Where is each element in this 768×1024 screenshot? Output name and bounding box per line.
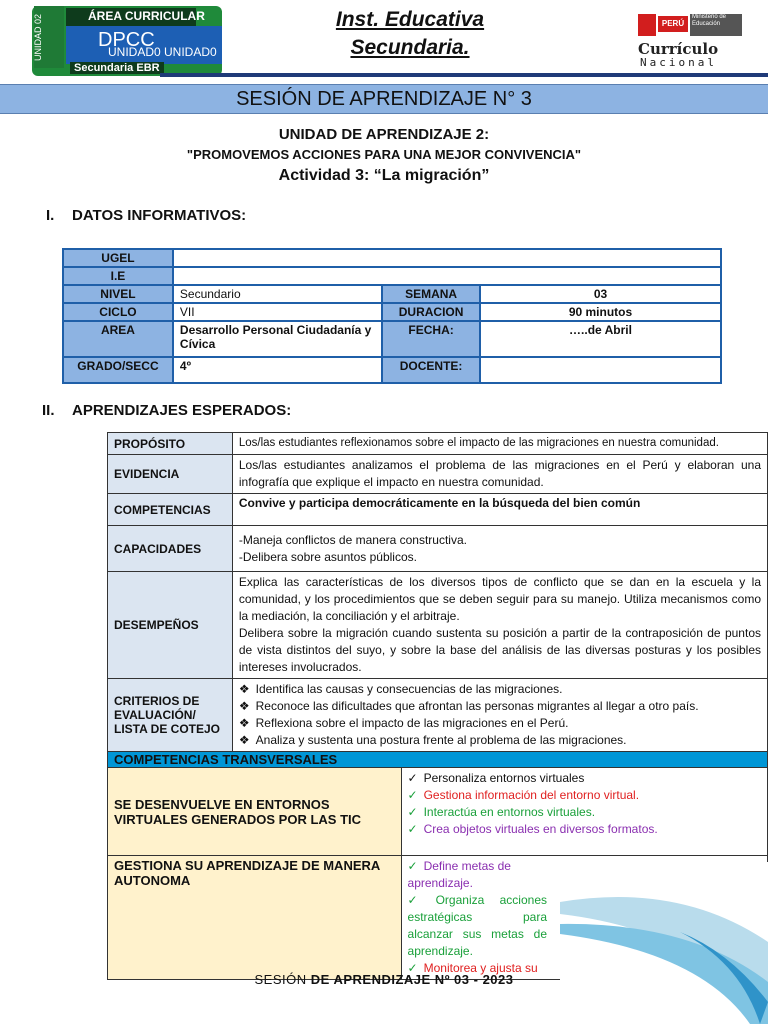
table-row [63, 357, 721, 383]
list-item [239, 715, 761, 732]
school-name [260, 6, 560, 62]
criterio-text: Analiza y sustenta una postura frente al problema de las migraciones. [255, 733, 627, 747]
evidencia-text: Los/las estudiantes analizamos el problema de las migraciones en el Perú y elaboran una infografía que explique el impacto en nuestra comunidad. [232, 455, 767, 494]
tic-item-text: Gestiona información del entorno virtual. [423, 788, 640, 802]
unit-title: UNIDAD DE APRENDIZAJE 2: [278, 126, 490, 143]
diamond-bullet-icon: ❖ [238, 682, 250, 696]
footer-bold: DE APRENDIZAJE Nº 03 - 2023 [310, 972, 514, 987]
capacidad-item: -Maneja conflictos de manera constructiva. [238, 532, 467, 547]
section1-title: DATOS INFORMATIVOS: [72, 207, 247, 224]
curriculo-logo-line2: Nacional [640, 56, 717, 69]
criterios-label: CRITERIOS DE EVALUACIÓN/ LISTA DE COTEJO [108, 679, 233, 752]
duracion-value: 90 minutos [480, 303, 721, 321]
ie-label: I.E [63, 267, 173, 285]
table-row [108, 768, 768, 856]
peru-label: PERÚ [658, 16, 688, 32]
table-row [63, 267, 721, 285]
list-item [408, 821, 761, 838]
semana-label: SEMANA [382, 285, 480, 303]
badge-unit-label: UNIDAD 02 [34, 6, 64, 68]
proposito-label: PROPÓSITO [108, 433, 233, 455]
table-row [108, 494, 768, 526]
area-badge [0, 0, 230, 80]
ugel-label: UGEL [63, 249, 173, 267]
criterio-text: Reconoce las dificultades que afrontan las personas migrantes al llegar a otro país. [255, 699, 699, 713]
criterios-cell [232, 679, 767, 752]
ugel-value [173, 249, 721, 267]
autonoma-item-text: Monitorea y ajusta su [423, 961, 538, 975]
table-row [63, 249, 721, 267]
evidencia-label: EVIDENCIA [108, 455, 233, 494]
semana-value: 03 [480, 285, 721, 303]
fecha-label: FECHA: [382, 321, 480, 357]
nivel-label: NIVEL [63, 285, 173, 303]
grado-value: 4º [173, 357, 382, 383]
section2-title: APRENDIZAJES ESPERADOS: [72, 402, 292, 419]
table-row [108, 526, 768, 572]
checkmark-icon: ✓ [407, 893, 430, 907]
autonoma-item-text: Define metas de aprendizaje. [407, 859, 511, 890]
criterio-text: Reflexiona sobre el impacto de las migraciones en el Perú. [255, 716, 569, 730]
desempenos-label: DESEMPEÑOS [108, 572, 233, 679]
checkmark-icon: ✓ [407, 822, 418, 836]
unit-subtitle: "PROMOVEMOS ACCIONES PARA UNA MEJOR CONVIVENCIA" [186, 147, 582, 162]
footer [0, 972, 768, 987]
diamond-bullet-icon: ❖ [238, 699, 250, 713]
checkmark-icon: ✓ [407, 771, 418, 785]
desempeno-paragraph: Delibera sobre la migración cuando sustenta su posición a partir de la contraposición de puntos de vista distintos del suyo, y sobre la base del análisis de las diversas posturas y los posibles intereses involucrados. [238, 626, 761, 674]
table-row [108, 572, 768, 679]
list-item [408, 892, 547, 960]
ie-value [173, 267, 721, 285]
table-row [108, 455, 768, 494]
list-item [239, 732, 761, 749]
minedu-logo [638, 14, 742, 38]
session-title: SESIÓN DE APRENDIZAJE N° 3 [0, 84, 768, 114]
peru-shield-icon [638, 14, 656, 36]
duracion-label: DURACION [382, 303, 480, 321]
checkmark-icon: ✓ [407, 961, 418, 975]
tic-item-text: Interactúa en entornos virtuales. [423, 805, 596, 819]
list-item [408, 804, 761, 821]
table-row [63, 321, 721, 357]
proposito-text: Los/las estudiantes reflexionamos sobre el impacto de las migraciones en nuestra comunidad. [232, 433, 767, 455]
area-label: AREA [63, 321, 173, 357]
list-item [239, 681, 761, 698]
desempeno-paragraph: Explica las características de los diversos tipos de conflicto que se dan en la escuela y la comunidad, y los procedimientos que se deben seguir para su manejo. Utiliza mecanismos como la mediación, la conciliación y el arbitraje. [238, 575, 761, 623]
footer-prefix: SESIÓN [254, 972, 307, 987]
section2-number: II. [42, 402, 55, 419]
decorative-corner-graphic [560, 862, 768, 1024]
tic-item-text: Personaliza entornos virtuales [423, 771, 585, 785]
section1-number: I. [46, 207, 55, 224]
school-name-line2: Secundaria. [350, 36, 470, 59]
checkmark-icon: ✓ [407, 805, 418, 819]
transversales-band: COMPETENCIAS TRANSVERSALES [108, 752, 768, 768]
ministry-label: Ministerio de Educación [690, 14, 742, 36]
capacidad-item: -Delibera sobre asuntos públicos. [238, 549, 417, 564]
badge-unidad-label: UNIDAD0 UNIDAD0 [108, 45, 217, 59]
ciclo-label: CICLO [63, 303, 173, 321]
diamond-bullet-icon: ❖ [238, 716, 250, 730]
table-row [63, 303, 721, 321]
fecha-value: …..de Abril [480, 321, 721, 357]
criterio-text: Identifica las causas y consecuencias de las migraciones. [255, 682, 563, 696]
diamond-bullet-icon: ❖ [238, 733, 250, 747]
header-divider [160, 73, 768, 77]
autonoma-label: GESTIONA SU APRENDIZAJE DE MANERA AUTONOMA [108, 856, 402, 980]
table-row [108, 679, 768, 752]
capacidades-label: CAPACIDADES [108, 526, 233, 572]
list-item [408, 787, 761, 804]
area-value: Desarrollo Personal Ciudadanía y Cívica [173, 321, 382, 357]
badge-dpcc-label: DPCC [98, 29, 155, 51]
table-row [108, 752, 768, 768]
tic-label: SE DESENVUELVE EN ENTORNOS VIRTUALES GENERADOS POR LAS TIC [108, 768, 402, 856]
list-item [408, 770, 761, 787]
desempenos-cell [232, 572, 767, 679]
grado-label: GRADO/SECC [63, 357, 173, 383]
checkmark-icon: ✓ [407, 788, 418, 802]
competencias-label: COMPETENCIAS [108, 494, 233, 526]
table-row [63, 285, 721, 303]
badge-area-label: ÁREA CURRICULAR [88, 9, 205, 23]
badge-ebr-label: Secundaria EBR [70, 62, 164, 74]
school-name-line1: Inst. Educativa [335, 8, 485, 31]
competencias-text: Convive y participa democráticamente en la búsqueda del bien común [232, 494, 767, 526]
tic-item-text: Crea objetos virtuales en diversos formatos. [423, 822, 658, 836]
tic-cell [401, 768, 767, 856]
nivel-value: Secundario [173, 285, 382, 303]
table-row [108, 433, 768, 455]
docente-value [480, 357, 721, 383]
datos-table [62, 248, 722, 384]
list-item [239, 698, 761, 715]
docente-label: DOCENTE: [382, 357, 480, 383]
checkmark-icon: ✓ [407, 859, 418, 873]
capacidades-cell [232, 526, 767, 572]
autonoma-item-text: Organiza acciones estratégicas para alcanzar sus metas de aprendizaje. [407, 893, 547, 958]
list-item [408, 858, 547, 892]
activity-title: Actividad 3: “La migración” [278, 167, 490, 184]
curriculo-logo-line1: Currículo [638, 40, 719, 58]
ciclo-value: VII [173, 303, 382, 321]
